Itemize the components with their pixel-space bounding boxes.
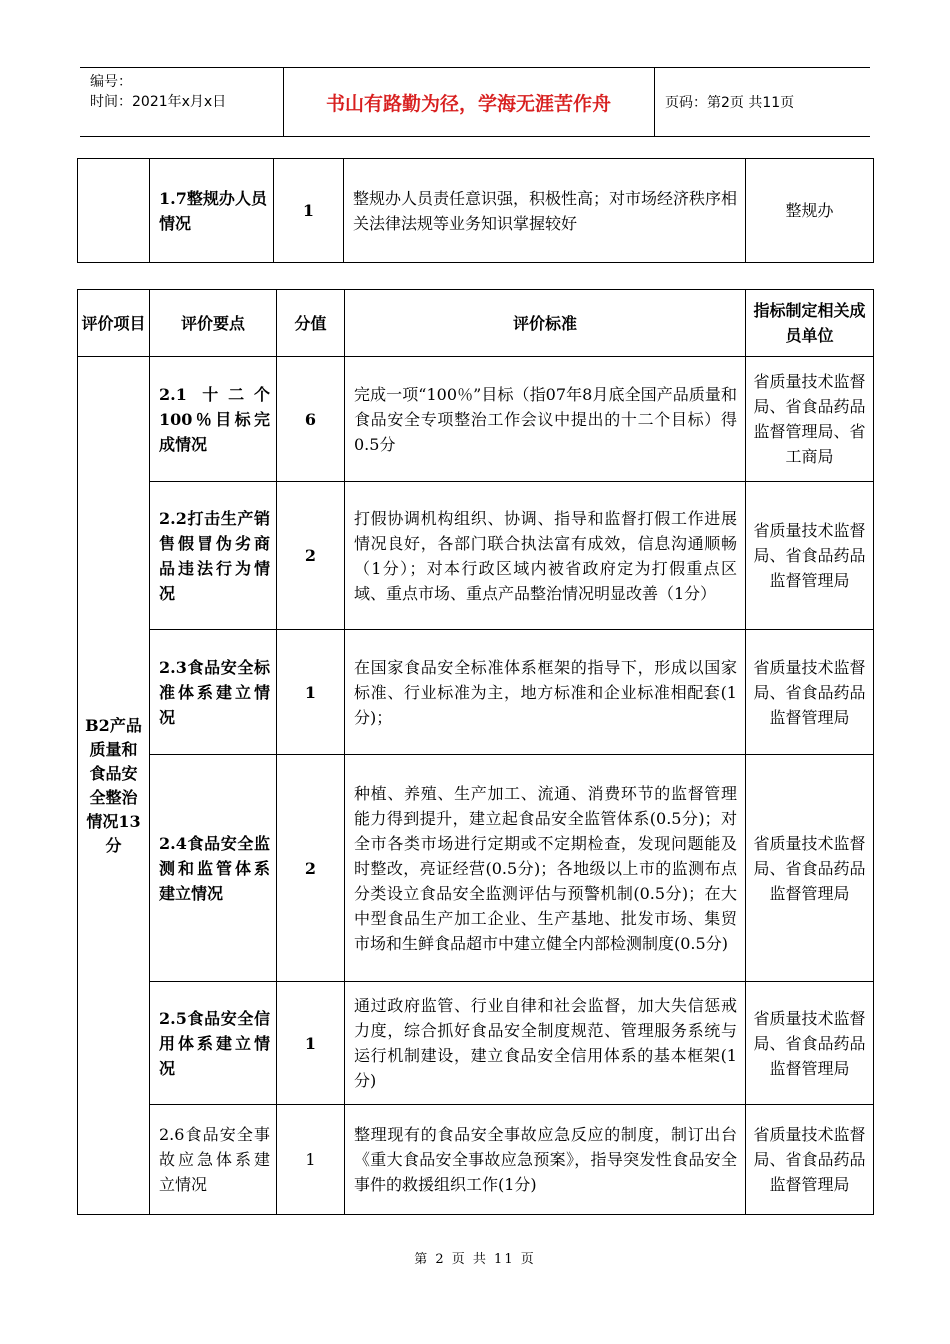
evaluation-point-cell: 2.3食品安全标准体系建立情况 xyxy=(150,630,277,755)
score-cell: 1 xyxy=(277,982,345,1105)
table-header-row xyxy=(78,290,874,357)
criteria-cell: 整理现有的食品安全事故应急反应的制度，制订出台《重大食品安全事故应急预案》，指导突发性食品安全事件的救援组织工作(1分) xyxy=(345,1105,746,1215)
date-label: 时间：2021年x月x日 xyxy=(90,94,227,110)
score-cell: 1 xyxy=(277,1105,345,1215)
score-cell: 1 xyxy=(274,159,344,263)
score-cell: 2 xyxy=(277,482,345,630)
unit-cell: 省质量技术监督局、省食品药品监督管理局、省工商局 xyxy=(746,357,874,482)
unit-cell: 整规办 xyxy=(746,159,874,263)
serial-number-label: 编号： xyxy=(90,74,132,90)
category-cell xyxy=(78,159,150,263)
criteria-cell: 通过政府监管、行业自律和社会监督，加大失信惩戒力度，综合抓好食品安全制度规范、管理服务系统与运行机制建设，建立食品安全信用体系的基本框架(1分) xyxy=(345,982,746,1105)
score-cell: 6 xyxy=(277,357,345,482)
evaluation-point-cell: 2.1 十二个100％目标完成情况 xyxy=(150,357,277,482)
unit-cell: 省质量技术监督局、省食品药品监督管理局 xyxy=(746,1105,874,1215)
score-cell: 2 xyxy=(277,755,345,982)
criteria-cell: 在国家食品安全标准体系框架的指导下，形成以国家标准、行业标准为主，地方标准和企业标准相配套(1分)； xyxy=(345,630,746,755)
table-row xyxy=(78,1105,874,1215)
evaluation-point-cell: 2.6食品安全事故应急体系建立情况 xyxy=(150,1105,277,1215)
unit-cell: 省质量技术监督局、省食品药品监督管理局 xyxy=(746,630,874,755)
category-cell: B2产品质量和食品安全整治情况13分 xyxy=(78,357,150,1215)
evaluation-point-cell: 2.4食品安全监测和监管体系建立情况 xyxy=(150,755,277,982)
header-meta xyxy=(90,72,226,112)
header-divider xyxy=(654,68,655,136)
evaluation-point-cell: 2.2打击生产销售假冒伪劣商品违法行为情况 xyxy=(150,482,277,630)
criteria-cell: 打假协调机构组织、协调、指导和监督打假工作进展情况良好，各部门联合执法富有成效，信息沟通顺畅（1分）；对本行政区域内被省政府定为打假重点区域、重点市场、重点产品整治情况明显改善（1分） xyxy=(345,482,746,630)
page-number-label: 页码：第2页 共11页 xyxy=(665,95,795,111)
criteria-cell: 完成一项“100％”目标（指07年8月底全国产品质量和食品安全专项整治工作会议中提出的十二个目标）得0.5分 xyxy=(345,357,746,482)
table-row xyxy=(78,357,874,482)
table-row xyxy=(78,982,874,1105)
criteria-cell: 整规办人员责任意识强，积极性高；对市场经济秩序相关法律法规等业务知识掌握较好 xyxy=(344,159,746,263)
unit-cell: 省质量技术监督局、省食品药品监督管理局 xyxy=(746,482,874,630)
header-criteria: 评价标准 xyxy=(345,290,746,357)
evaluation-table xyxy=(77,289,874,1215)
table-row xyxy=(78,755,874,982)
table-row xyxy=(78,630,874,755)
header-score: 分值 xyxy=(277,290,345,357)
header-unit: 指标制定相关成员单位 xyxy=(746,290,874,357)
criteria-cell: 种植、养殖、生产加工、流通、消费环节的监督管理能力得到提升，建立起食品安全监管体系(0.5分)；对全市各类市场进行定期或不定期检查，发现问题能及时整改，亮证经营(0.5分)；各地级以上市的监测布点分类设立食品安全监测评估与预警机制(0.5分)；在大中型食品生产加工企业、生产基地、批发市场、集贸市场和生鲜食品超市中建立健全内部检测制度(0.5分) xyxy=(345,755,746,982)
unit-cell: 省质量技术监督局、省食品药品监督管理局 xyxy=(746,982,874,1105)
header-point: 评价要点 xyxy=(150,290,277,357)
table-row xyxy=(78,482,874,630)
header-category: 评价项目 xyxy=(78,290,150,357)
unit-cell: 省质量技术监督局、省食品药品监督管理局 xyxy=(746,755,874,982)
score-cell: 1 xyxy=(277,630,345,755)
evaluation-point-cell: 2.5食品安全信用体系建立情况 xyxy=(150,982,277,1105)
continuation-table xyxy=(77,158,874,263)
page-header xyxy=(80,67,870,137)
page-footer: 第 2 页 共 11 页 xyxy=(414,1252,536,1267)
evaluation-point-cell: 1.7整规办人员情况 xyxy=(150,159,274,263)
header-motto: 书山有路勤为径，学海无涯苦作舟 xyxy=(325,92,611,115)
table-row xyxy=(78,159,874,263)
